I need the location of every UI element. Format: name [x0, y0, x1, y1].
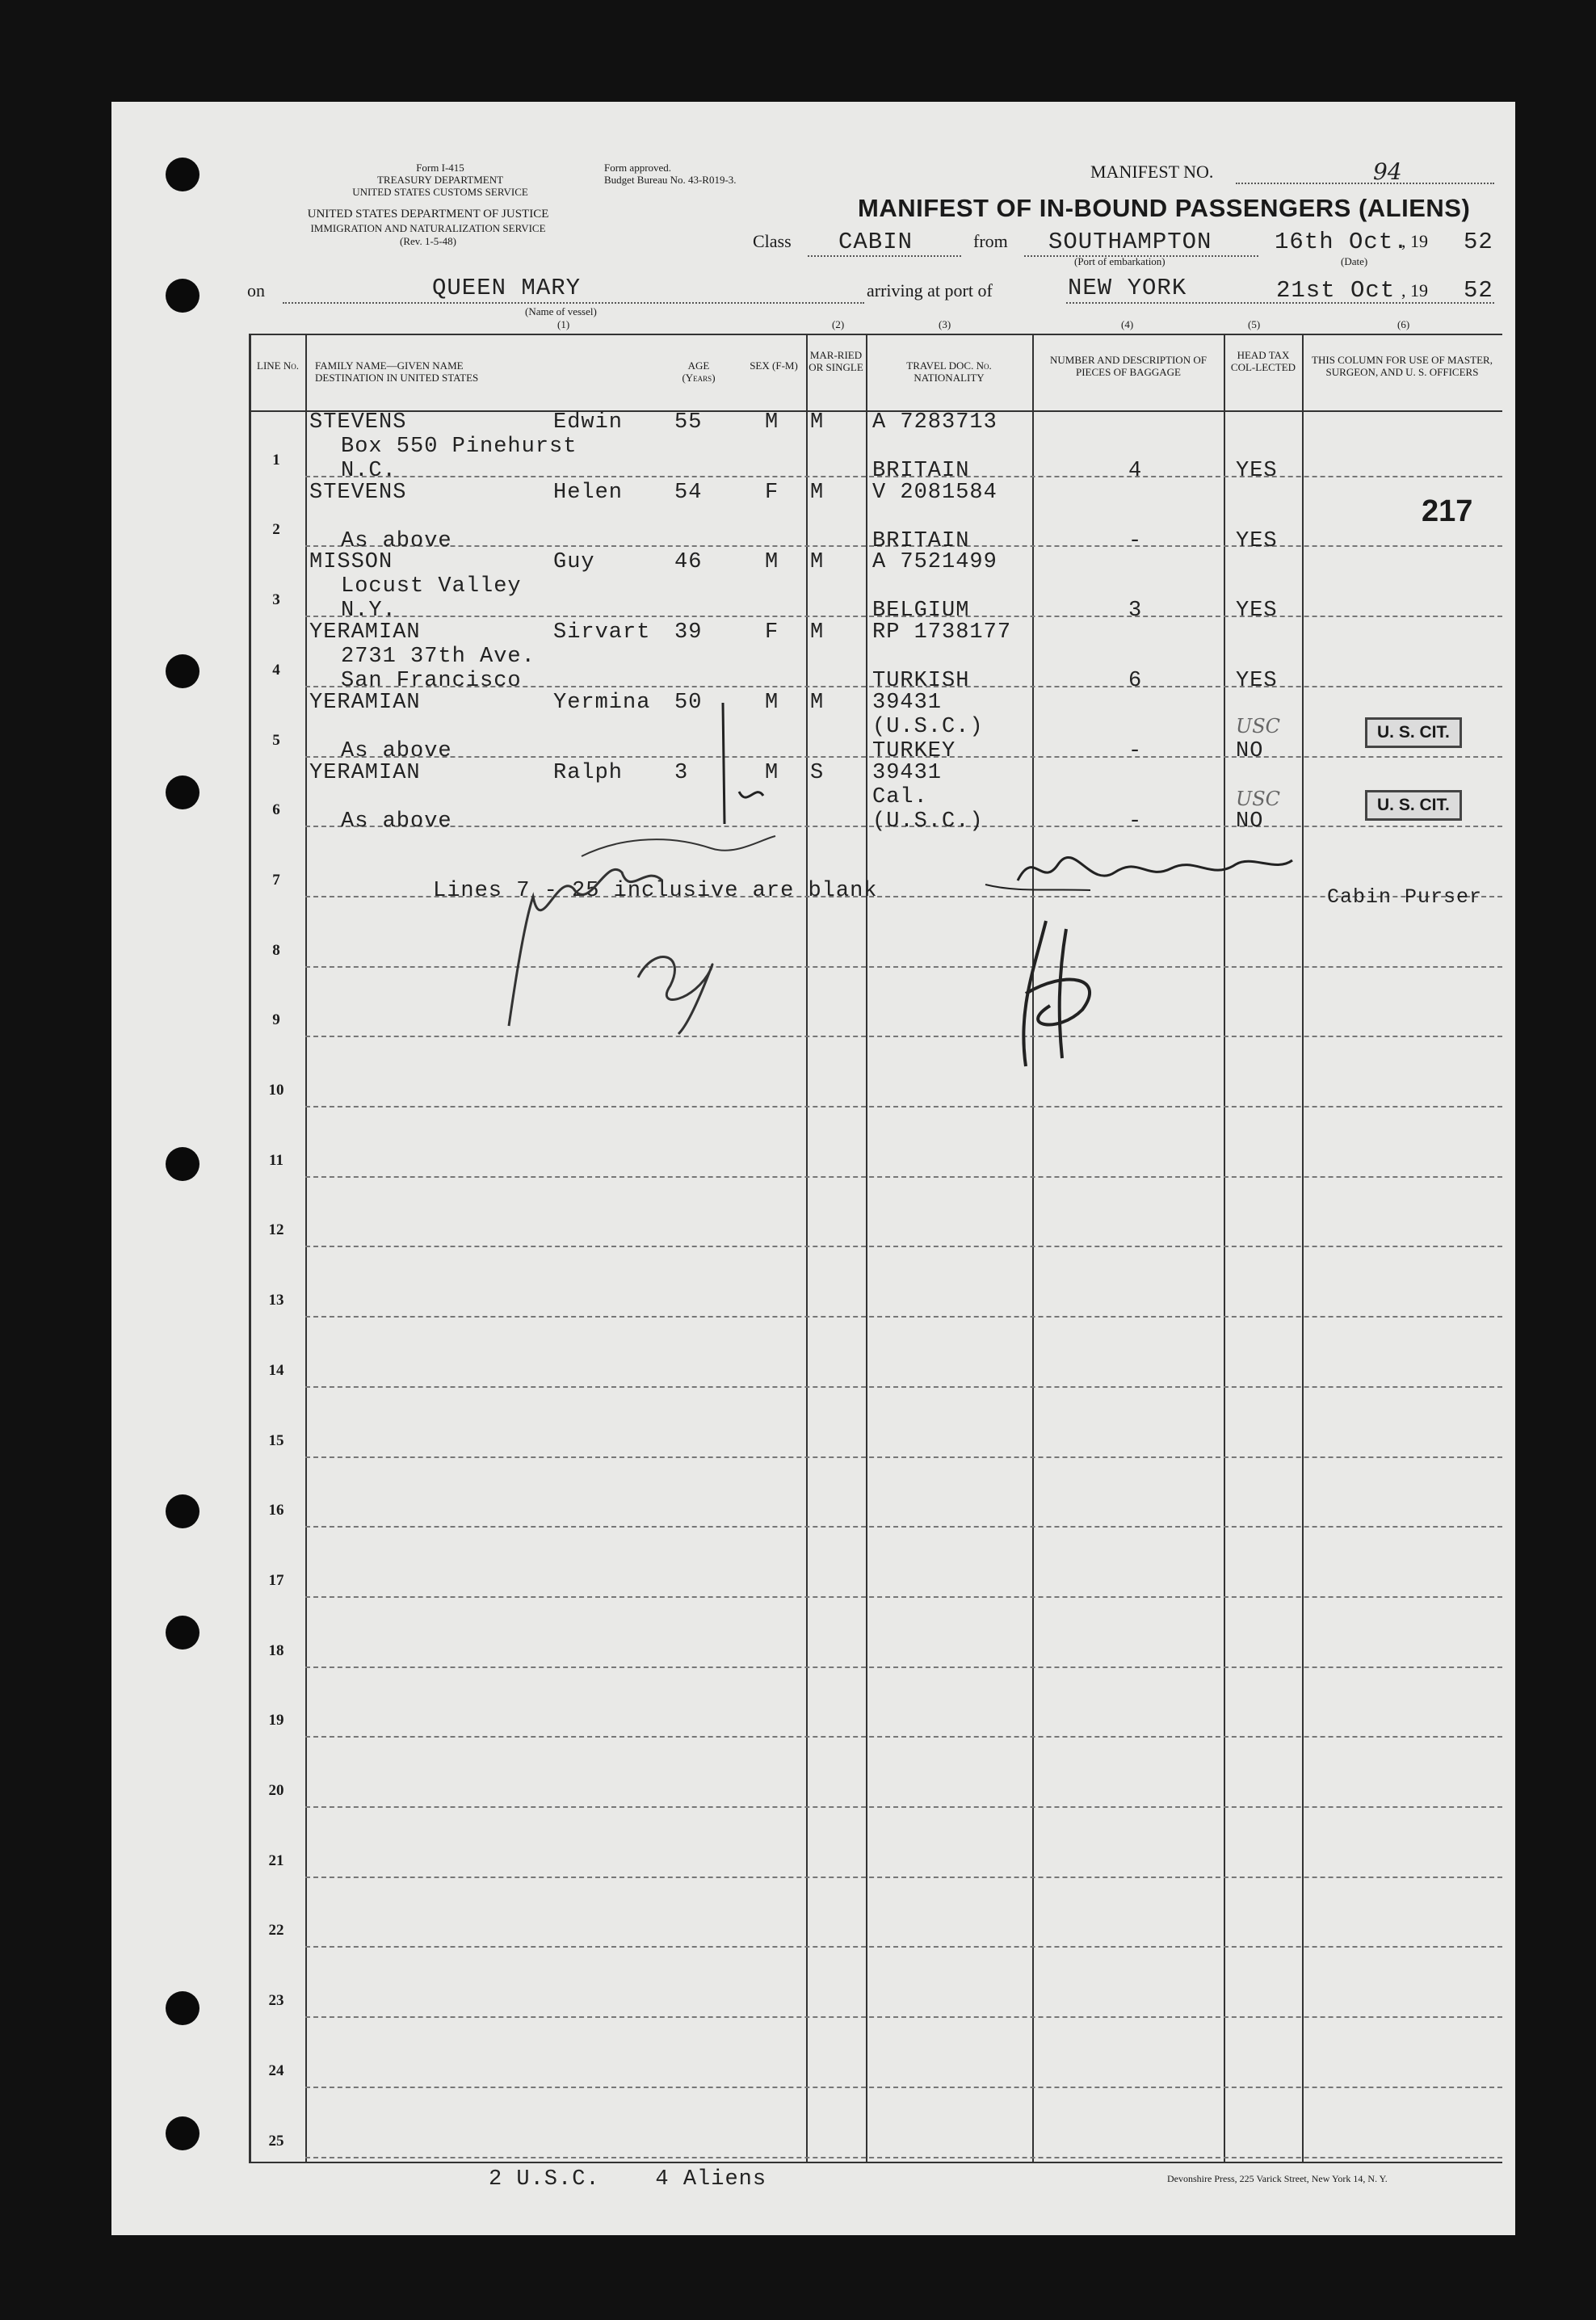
officer-signature — [452, 824, 856, 1066]
col-num-1: (1) — [557, 318, 570, 330]
blank-lines-note: Lines 7 - 25 inclusive are blank — [433, 879, 878, 903]
passenger-baggage: 3 — [1128, 599, 1143, 624]
passenger-sex: F — [765, 480, 779, 505]
binder-hole — [166, 2116, 200, 2150]
line-number: 16 — [268, 1502, 284, 1519]
line-number: 19 — [268, 1712, 284, 1729]
line-number: 20 — [268, 1782, 284, 1799]
binder-hole — [166, 654, 200, 688]
passenger-doc2: (U.S.C.) — [872, 714, 984, 739]
binder-hole — [166, 1991, 200, 2025]
passenger-sex: M — [765, 760, 779, 785]
arrival-year-prefix: , 19 — [1401, 280, 1428, 301]
binder-hole — [166, 1147, 200, 1181]
line-number: 8 — [272, 941, 280, 959]
depart-date: 16th Oct. — [1275, 229, 1409, 255]
purser-signature — [969, 832, 1308, 1107]
passenger-doc: RP 1738177 — [872, 620, 1012, 645]
passenger-given: Sirvart — [553, 620, 651, 645]
us-citizen-stamp: U. S. CIT. — [1365, 717, 1462, 748]
col-num-4: (4) — [1121, 318, 1134, 330]
row-divider — [305, 1596, 1502, 1598]
row-divider — [305, 1806, 1502, 1808]
line-number: 6 — [272, 801, 280, 819]
row-divider — [305, 1666, 1502, 1668]
budget-bureau: Budget Bureau No. 43-R019-3. — [604, 174, 737, 186]
line-number: 13 — [268, 1292, 284, 1309]
arriving-label: arriving at port of — [867, 280, 993, 301]
passenger-dest1: Box 550 Pinehurst — [341, 435, 578, 459]
row-divider — [305, 1316, 1502, 1318]
passenger-given: Yermina — [553, 690, 651, 715]
header-destination: DESTINATION IN UNITED STATES — [315, 372, 479, 384]
manifest-label: MANIFEST NO. — [1090, 162, 1214, 182]
passenger-family: YERAMIAN — [309, 760, 421, 785]
usc-handwritten: USC — [1236, 788, 1281, 810]
passenger-dest2: As above — [341, 738, 452, 763]
customs-service: UNITED STATES CUSTOMS SERVICE — [352, 186, 528, 198]
passenger-married: M — [810, 480, 825, 505]
us-citizen-stamp: U. S. CIT. — [1365, 790, 1462, 821]
passenger-married: M — [810, 410, 825, 435]
footer-totals: 2 U.S.C. 4 Aliens — [489, 2167, 767, 2192]
passenger-nationality: TURKISH — [872, 669, 970, 694]
depart-year-prefix: , 19 — [1401, 231, 1428, 251]
arrival-port: NEW YORK — [1068, 275, 1187, 301]
col-num-2: (2) — [832, 318, 845, 330]
passenger-given: Helen — [553, 480, 624, 505]
header-sex: SEX (F-M) — [750, 359, 798, 372]
line-number: 4 — [272, 661, 280, 679]
line-number: 7 — [272, 871, 280, 889]
passenger-dest2: N.Y. — [341, 599, 397, 624]
cabin-purser: Cabin Purser — [1327, 885, 1483, 909]
line-number: 9 — [272, 1011, 280, 1029]
passenger-doc: A 7283713 — [872, 410, 998, 435]
line-number: 10 — [268, 1082, 284, 1099]
passenger-nationality: BRITAIN — [872, 459, 970, 483]
row-divider — [305, 1106, 1502, 1107]
class-label: Class — [753, 231, 792, 251]
line-number: 22 — [268, 1922, 284, 1940]
form-number: Form I-415 — [416, 162, 464, 174]
line-number: 5 — [272, 731, 280, 749]
depart-year: 52 — [1464, 229, 1493, 255]
row-divider — [305, 1456, 1502, 1458]
line-number: 23 — [268, 1992, 284, 2010]
date-label: (Date) — [1341, 255, 1368, 267]
line-number: 15 — [268, 1431, 284, 1449]
row-divider — [305, 1386, 1502, 1388]
arrival-date: 21st Oct — [1276, 277, 1396, 304]
passenger-family: YERAMIAN — [309, 690, 421, 715]
passenger-dest2: As above — [341, 528, 452, 553]
line-number: 25 — [268, 2132, 284, 2150]
passenger-dest2: N.C. — [341, 459, 397, 483]
manifest-number: 94 — [1373, 158, 1402, 185]
binder-hole — [166, 1616, 200, 1650]
row-divider — [305, 1246, 1502, 1247]
passenger-dest1: Locust Valley — [341, 574, 522, 599]
treasury-dept: TREASURY DEPARTMENT — [376, 174, 504, 186]
header-name: FAMILY NAME—GIVEN NAME — [315, 359, 464, 372]
passenger-family: STEVENS — [309, 410, 407, 435]
from-label: from — [973, 231, 1008, 251]
row-divider — [305, 2087, 1502, 2088]
passenger-nationality: BELGIUM — [872, 599, 970, 624]
form-approved: Form approved. — [604, 162, 672, 174]
binder-hole — [166, 1494, 200, 1528]
on-label: on — [247, 280, 265, 301]
passenger-baggage: - — [1128, 809, 1143, 834]
passenger-tax: YES — [1236, 528, 1278, 553]
line-number: 21 — [268, 1851, 284, 1869]
press-imprint: Devonshire Press, 225 Varick Street, New York 14, N. Y. — [1167, 2173, 1388, 2184]
row-divider — [305, 2157, 1502, 2158]
vessel-label: (Name of vessel) — [525, 305, 597, 317]
col-num-5: (5) — [1248, 318, 1261, 330]
revision: (Rev. 1-5-48) — [400, 235, 456, 247]
row-divider — [305, 1736, 1502, 1738]
passenger-tax: YES — [1236, 669, 1278, 694]
passenger-baggage: - — [1128, 738, 1143, 763]
line-number: 24 — [268, 2062, 284, 2079]
line-number: 1 — [272, 451, 280, 469]
header-age: AGE (Years) — [682, 359, 716, 384]
passenger-nationality: TURKEY — [872, 738, 956, 763]
passenger-married: M — [810, 620, 825, 645]
line-number: 14 — [268, 1361, 284, 1379]
port-embark-label: (Port of embarkation) — [1074, 255, 1166, 267]
col-num-3: (3) — [939, 318, 951, 330]
header-officers: THIS COLUMN FOR USE OF MASTER, SURGEON, AND U. S. OFFICERS — [1312, 354, 1493, 378]
passenger-married: M — [810, 690, 825, 715]
check-marks — [715, 695, 812, 832]
passenger-doc: V 2081584 — [872, 480, 998, 505]
passenger-family: YERAMIAN — [309, 620, 421, 645]
passenger-given: Guy — [553, 550, 595, 575]
passenger-nationality: (U.S.C.) — [872, 809, 984, 834]
passenger-baggage: 4 — [1128, 459, 1143, 483]
passenger-married: S — [810, 760, 825, 785]
passenger-tax: YES — [1236, 599, 1278, 624]
passenger-dest2: San Francisco — [341, 669, 522, 694]
line-number: 11 — [269, 1151, 284, 1169]
line-number: 12 — [268, 1221, 284, 1239]
passenger-baggage: - — [1128, 528, 1143, 553]
passenger-tax: NO — [1236, 809, 1264, 834]
passenger-age: 39 — [674, 620, 703, 645]
passenger-age: 3 — [674, 760, 689, 785]
vessel-name: QUEEN MARY — [432, 275, 582, 301]
passenger-age: 46 — [674, 550, 703, 575]
row-divider — [305, 1946, 1502, 1948]
header-married: MAR-RIED OR SINGLE — [808, 349, 863, 373]
line-number: 3 — [272, 591, 280, 609]
header-line: LINE No. — [257, 359, 299, 372]
usc-handwritten: USC — [1236, 715, 1281, 738]
from-port: SOUTHAMPTON — [1048, 229, 1212, 255]
binder-hole — [166, 279, 200, 313]
col-num-6: (6) — [1397, 318, 1410, 330]
passenger-doc: 39431 — [872, 690, 943, 715]
passenger-given: Ralph — [553, 760, 624, 785]
passenger-family: MISSON — [309, 550, 393, 575]
passenger-sex: F — [765, 620, 779, 645]
passenger-sex: M — [765, 410, 779, 435]
binder-hole — [166, 775, 200, 809]
passenger-doc: A 7521499 — [872, 550, 998, 575]
passenger-dest1: 2731 37th Ave. — [341, 645, 536, 670]
row-divider — [305, 2016, 1502, 2018]
class-value: CABIN — [838, 229, 914, 255]
header-travel-doc: TRAVEL DOC. No. NATIONALITY — [906, 359, 992, 384]
line-number: 2 — [272, 521, 280, 539]
row-divider — [305, 1176, 1502, 1178]
justice-dept: UNITED STATES DEPARTMENT OF JUSTICE — [307, 208, 549, 221]
row-divider — [305, 1877, 1502, 1878]
passenger-doc2: Cal. — [872, 784, 928, 809]
passenger-age: 55 — [674, 410, 703, 435]
row-divider — [305, 1526, 1502, 1528]
passenger-sex: M — [765, 550, 779, 575]
line-number: 17 — [268, 1571, 284, 1589]
line-number: 18 — [268, 1641, 284, 1659]
header-head-tax: HEAD TAX COL-LECTED — [1230, 349, 1296, 373]
passenger-dest2: As above — [341, 809, 452, 834]
header-baggage: NUMBER AND DESCRIPTION OF PIECES OF BAGGAGE — [1050, 354, 1207, 378]
binder-hole — [166, 158, 200, 191]
ins-service: IMMIGRATION AND NATURALIZATION SERVICE — [310, 222, 546, 234]
manifest-title: MANIFEST OF IN-BOUND PASSENGERS (ALIENS) — [858, 194, 1471, 222]
stamp-number: 217 — [1422, 494, 1473, 528]
passenger-age: 50 — [674, 690, 703, 715]
passenger-married: M — [810, 550, 825, 575]
passenger-given: Edwin — [553, 410, 624, 435]
passenger-sex: M — [765, 690, 779, 715]
passenger-family: STEVENS — [309, 480, 407, 505]
passenger-baggage: 6 — [1128, 669, 1143, 694]
passenger-age: 54 — [674, 480, 703, 505]
passenger-nationality: BRITAIN — [872, 528, 970, 553]
arrival-year: 52 — [1464, 277, 1493, 304]
passenger-tax: NO — [1236, 738, 1264, 763]
passenger-tax: YES — [1236, 459, 1278, 483]
passenger-doc: 39431 — [872, 760, 943, 785]
